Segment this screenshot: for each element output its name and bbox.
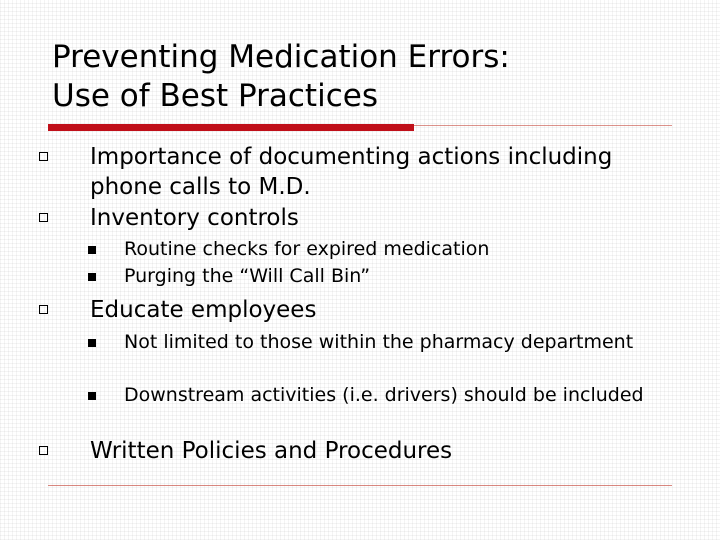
- hollow-square-bullet-icon: [39, 305, 48, 314]
- list-item-text: Written Policies and Procedures: [90, 438, 453, 464]
- hollow-square-bullet-icon: [39, 213, 48, 222]
- list-subitem-text: Routine checks for expired medication: [124, 238, 490, 260]
- filled-square-bullet-icon: [88, 392, 96, 400]
- title-line-2: Use of Best Practices: [52, 78, 378, 114]
- list-subitem-text: Downstream activities (i.e. drivers) should be included: [124, 384, 644, 406]
- list-item-text: Educate employees: [90, 297, 317, 323]
- title-line-1: Preventing Medication Errors:: [52, 39, 510, 75]
- filled-square-bullet-icon: [88, 246, 96, 254]
- filled-square-bullet-icon: [88, 273, 96, 281]
- title-accent-bar: [48, 124, 414, 131]
- hollow-square-bullet-icon: [39, 152, 48, 161]
- list-item: [90, 203, 680, 233]
- hollow-square-bullet-icon: [39, 446, 48, 455]
- footer-divider: [48, 485, 672, 486]
- list-subitem: [124, 330, 664, 354]
- list-item: [90, 295, 680, 325]
- list-subitem-text: Not limited to those within the pharmacy department: [124, 331, 634, 353]
- slide-title: [52, 38, 672, 116]
- list-item: [90, 142, 680, 202]
- filled-square-bullet-icon: [88, 339, 96, 347]
- list-subitem: [124, 237, 664, 261]
- list-subitem: [124, 264, 664, 288]
- list-subitem: [124, 383, 664, 407]
- list-subitem-text: Purging the “Will Call Bin”: [124, 265, 371, 287]
- list-item-text: Inventory controls: [90, 205, 299, 231]
- list-item-text: Importance of documenting actions including phone calls to M.D.: [90, 144, 613, 200]
- list-item: [90, 436, 680, 466]
